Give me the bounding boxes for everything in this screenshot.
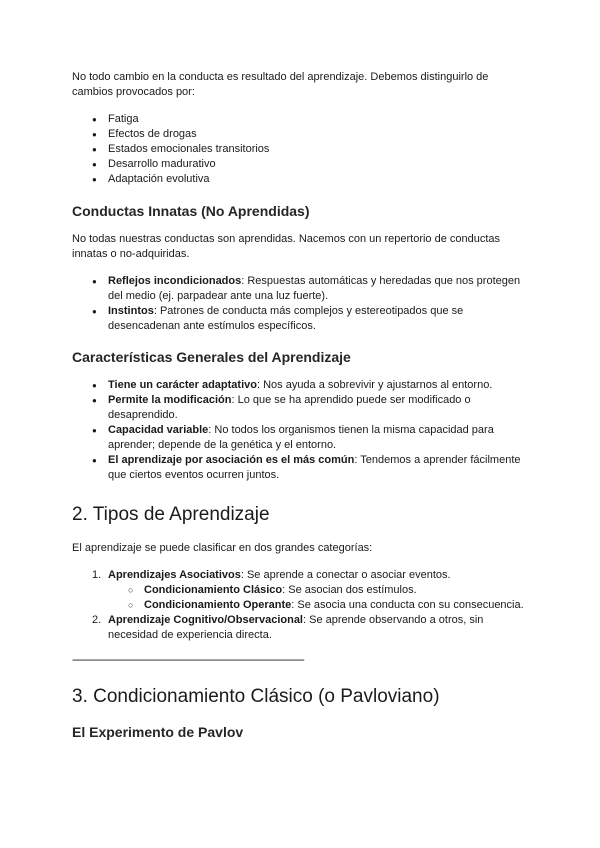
list-item [92,423,532,453]
innate-paragraph: No todas nuestras conductas son aprendidas. Nacemos con un repertorio de conductas innatas o no-adquiridas. [72,233,501,260]
term: Tiene un carácter adaptativo [108,379,257,391]
definition: : Se asocian dos estímulos. [282,584,417,596]
innate-list [72,274,532,334]
intro-paragraph: No todo cambio en la conducta es resultado del aprendizaje. Debemos distinguirlo de cambios provocados por: [72,71,489,98]
definition: : Se aprende observando a otros, sin necesidad de experiencia directa. [108,614,484,641]
section-heading-types: 2. Tipos de Aprendizaje [72,504,270,525]
definition: : Respuestas automáticas y heredadas que nos protegen del medio (ej. parpadear ante una luz fuerte). [108,275,521,302]
document-page [72,70,532,741]
section-heading-innate: Conductas Innatas (No Aprendidas) [72,203,310,219]
term: Capacidad variable [108,424,209,436]
causes-list [72,112,532,187]
definition: : Lo que se ha aprendido puede ser modificado o desaprendido. [108,394,471,421]
term: Aprendizajes Asociativos [108,569,241,581]
term: Condicionamiento Clásico [144,584,283,596]
list-item: ● Desarrollo madurativo [92,157,532,172]
list-item [92,393,532,423]
definition: : Nos ayuda a sobrevivir y ajustarnos al entorno. [256,379,493,391]
list-item [92,453,532,483]
definition: : Se asocia una conducta con su consecuencia. [291,599,524,611]
list-number: 2. [92,614,102,626]
list-item [92,378,532,393]
list-item: ● Fatiga [92,112,532,127]
term: Aprendizaje Cognitivo/Observacional [108,614,303,626]
list-item [92,613,532,643]
definition: : Patrones de conducta más complejos y estereotipados que se desencadenan ante estímulos específicos. [108,305,464,332]
term: Reflejos incondicionados [108,275,242,287]
list-number: 1. [92,569,102,581]
separator-line: ---------------------------------------------------------------------------------------------- [72,654,304,666]
section-heading-general: Características Generales del Aprendizaje [72,349,351,365]
sub-list-item [128,583,532,598]
definition: : Tendemos a aprender fácilmente que ciertos eventos ocurren juntos. [108,454,521,481]
sub-list [108,583,532,613]
list-item [92,304,532,334]
list-item: ● Efectos de drogas [92,127,532,142]
general-list [72,378,532,483]
subsection-heading-pavlov: El Experimento de Pavlov [72,724,244,740]
types-list [72,568,532,643]
definition: : No todos los organismos tienen la misma capacidad para aprender; depende de la genética y el entorno. [108,424,494,451]
sub-list-item [128,598,532,613]
list-item [92,274,532,304]
term: El aprendizaje por asociación es el más común [108,454,355,466]
types-paragraph: El aprendizaje se puede clasificar en dos grandes categorías: [72,542,373,554]
term: Instintos [108,305,154,317]
term: Condicionamiento Operante [144,599,292,611]
list-item: ● Estados emocionales transitorios [92,142,532,157]
list-item [92,568,532,613]
term: Permite la modificación [108,394,232,406]
list-item: ● Adaptación evolutiva [92,172,532,187]
section-heading-classical: 3. Condicionamiento Clásico (o Pavloviano) [72,686,440,707]
definition: : Se aprende a conectar o asociar eventos. [240,569,451,581]
